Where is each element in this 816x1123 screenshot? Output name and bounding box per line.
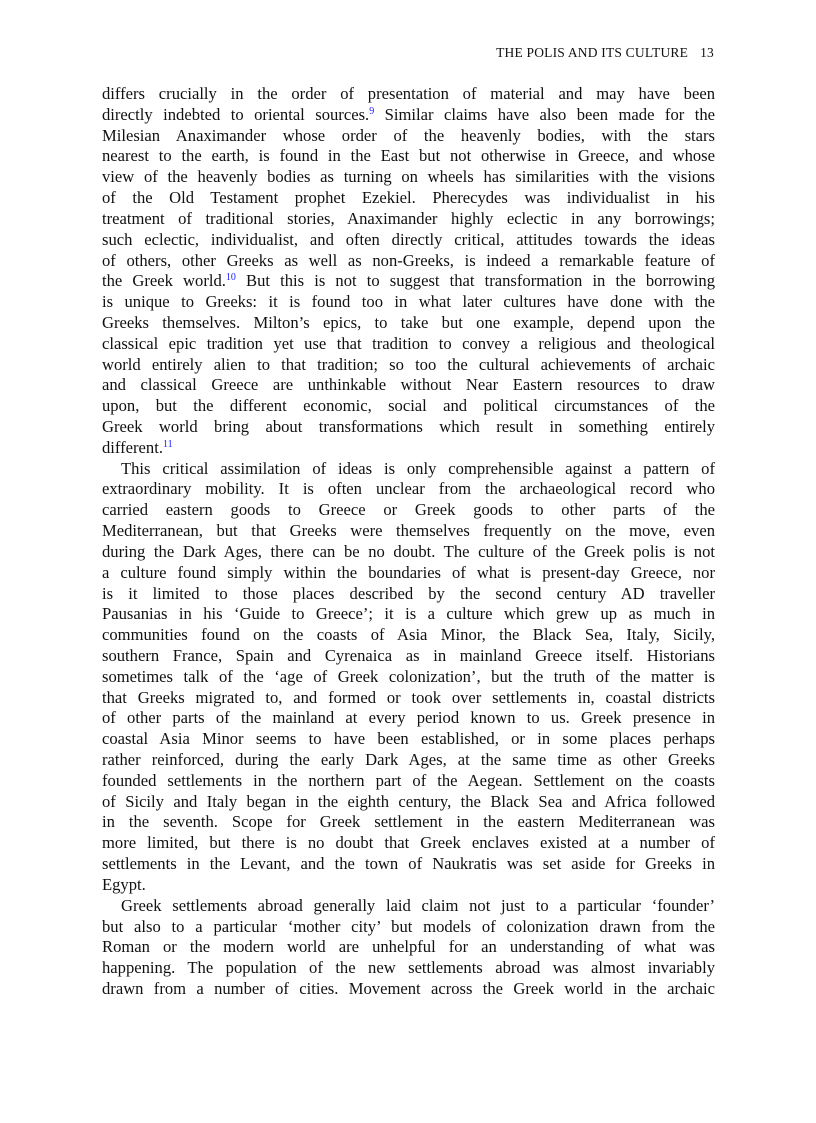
text-run: of Sicily and Italy began in the eighth century, the Black Sea and Africa followed — [102, 791, 715, 811]
text-run: a culture found simply within the boundaries of what is present-day Greece, nor — [102, 562, 715, 582]
text-line — [102, 188, 715, 209]
text-run: Egypt. — [102, 874, 146, 894]
text-line — [102, 126, 715, 147]
text-line — [102, 625, 715, 646]
running-title: THE POLIS AND ITS CULTURE — [496, 45, 689, 60]
text-run: upon, but the different economic, social and political circumstances of the — [102, 396, 715, 416]
text-line — [102, 854, 715, 875]
text-line — [102, 812, 715, 833]
text-line — [102, 459, 715, 480]
text-run: southern France, Spain and Cyrenaica as in mainland Greece itself. Historians — [102, 645, 715, 665]
text-line — [102, 438, 715, 459]
text-run: sometimes talk of the ‘age of Greek colonization’, but the truth of the matter is — [102, 666, 715, 686]
text-run: more limited, but there is no doubt that Greek enclaves existed at a number of — [102, 833, 715, 853]
text-run: Similar claims have also been made for the — [374, 104, 716, 124]
text-run: Greek settlements abroad generally laid claim not just to a particular ‘founder’ — [121, 895, 715, 915]
text-run: view of the heavenly bodies as turning on wheels has similarities with the visions — [102, 167, 715, 187]
text-run: during the Dark Ages, there can be no doubt. The culture of the Greek polis is not — [102, 541, 715, 561]
text-run: is it limited to those places described by the second century AD traveller — [102, 583, 715, 603]
text-run: is unique to Greeks: it is found too in what later cultures have done with the — [102, 292, 715, 312]
paragraph — [102, 896, 715, 1000]
text-line — [102, 750, 715, 771]
text-run: Pausanias in his ‘Guide to Greece’; it is a culture which grew up as much in — [102, 604, 715, 624]
footnote-marker[interactable]: 10 — [225, 272, 236, 284]
text-run: coastal Asia Minor seems to have been established, or in some places perhaps — [102, 729, 715, 749]
text-line — [102, 896, 715, 917]
text-run: nearest to the earth, is found in the East but not otherwise in Greece, and whose — [102, 146, 715, 166]
text-line — [102, 355, 715, 376]
footnote-marker[interactable]: 9 — [369, 105, 375, 117]
text-line — [102, 792, 715, 813]
text-line — [102, 979, 715, 1000]
text-line — [102, 396, 715, 417]
text-line — [102, 937, 715, 958]
text-run: carried eastern goods to Greece or Greek goods to other parts of the — [102, 500, 715, 520]
text-line — [102, 833, 715, 854]
text-run: settlements in the Levant, and the town of Naukratis was set aside for Greeks in — [102, 854, 715, 874]
text-run: Roman or the modern world are unhelpful for an understanding of what was — [102, 937, 715, 957]
text-run: that Greeks migrated to, and formed or took over settlements in, coastal districts — [102, 687, 715, 707]
text-line — [102, 230, 715, 251]
text-line — [102, 688, 715, 709]
text-line — [102, 500, 715, 521]
text-run: but also to a particular ‘mother city’ but models of colonization drawn from the — [102, 916, 715, 936]
text-run: directly indebted to oriental sources. — [102, 104, 370, 124]
text-line — [102, 479, 715, 500]
text-run: differs crucially in the order of presentation of material and may have been — [102, 84, 715, 103]
text-line — [102, 105, 715, 126]
text-line — [102, 375, 715, 396]
text-line — [102, 563, 715, 584]
text-line — [102, 271, 715, 292]
text-run: and classical Greece are unthinkable without Near Eastern resources to draw — [102, 375, 715, 395]
text-line — [102, 708, 715, 729]
text-line — [102, 729, 715, 750]
text-run: of other parts of the mainland at every period known to us. Greek presence in — [102, 708, 715, 728]
text-run: Milesian Anaximander whose order of the heavenly bodies, with the stars — [102, 125, 715, 145]
text-line — [102, 875, 715, 896]
text-line — [102, 313, 715, 334]
text-run: communities found on the coasts of Asia Minor, the Black Sea, Italy, Sicily, — [102, 625, 715, 645]
footnote-marker[interactable]: 11 — [162, 438, 173, 450]
text-run: drawn from a number of cities. Movement across the Greek world in the archaic — [102, 978, 715, 998]
text-run: Greek world bring about transformations which result in something entirely — [102, 417, 715, 436]
text-line — [102, 167, 715, 188]
text-line — [102, 84, 715, 105]
text-run: such eclectic, individualist, and often directly critical, attitudes towards the ideas — [102, 229, 715, 249]
text-line — [102, 209, 715, 230]
running-header — [496, 45, 714, 61]
text-run: of the Old Testament prophet Ezekiel. Pherecydes was individualist in his — [102, 188, 715, 208]
text-run: different. — [102, 437, 163, 457]
text-run: classical epic tradition yet use that tradition to convey a religious and theological — [102, 333, 715, 353]
text-line — [102, 646, 715, 667]
text-line — [102, 521, 715, 542]
page-number: 13 — [700, 45, 714, 60]
text-line — [102, 292, 715, 313]
text-line — [102, 604, 715, 625]
text-line — [102, 251, 715, 272]
text-line — [102, 917, 715, 938]
text-run: founded settlements in the northern part of the Aegean. Settlement on the coasts — [102, 770, 715, 790]
body-text — [102, 84, 715, 1000]
text-line — [102, 958, 715, 979]
text-run: rather reinforced, during the early Dark Ages, at the same time as other Greeks — [102, 750, 715, 769]
text-line — [102, 542, 715, 563]
text-run: Mediterranean, but that Greeks were themselves frequently on the move, even — [102, 521, 715, 541]
text-run: extraordinary mobility. It is often unclear from the archaeological record who — [102, 479, 715, 499]
text-run: of others, other Greeks as well as non-Greeks, is indeed a remarkable feature of — [102, 250, 715, 270]
paragraph — [102, 84, 715, 459]
text-line — [102, 146, 715, 167]
text-run: treatment of traditional stories, Anaximander highly eclectic in any borrowings; — [102, 208, 715, 228]
text-line — [102, 771, 715, 792]
text-run: Greeks themselves. Milton’s epics, to take but one example, depend upon the — [102, 312, 715, 332]
text-run: happening. The population of the new settlements abroad was almost invariably — [102, 958, 715, 978]
text-run: the Greek world. — [102, 271, 226, 291]
text-line — [102, 584, 715, 605]
text-run: world entirely alien to that tradition; so too the cultural achievements of archaic — [102, 354, 715, 374]
text-line — [102, 417, 715, 438]
text-line — [102, 334, 715, 355]
text-run: in the seventh. Scope for Greek settlement in the eastern Mediterranean was — [102, 812, 715, 832]
text-line — [102, 667, 715, 688]
text-run: This critical assimilation of ideas is only comprehensible against a pattern of — [121, 458, 715, 478]
paragraph — [102, 459, 715, 896]
text-run: But this is not to suggest that transformation in the borrowing — [235, 271, 715, 291]
